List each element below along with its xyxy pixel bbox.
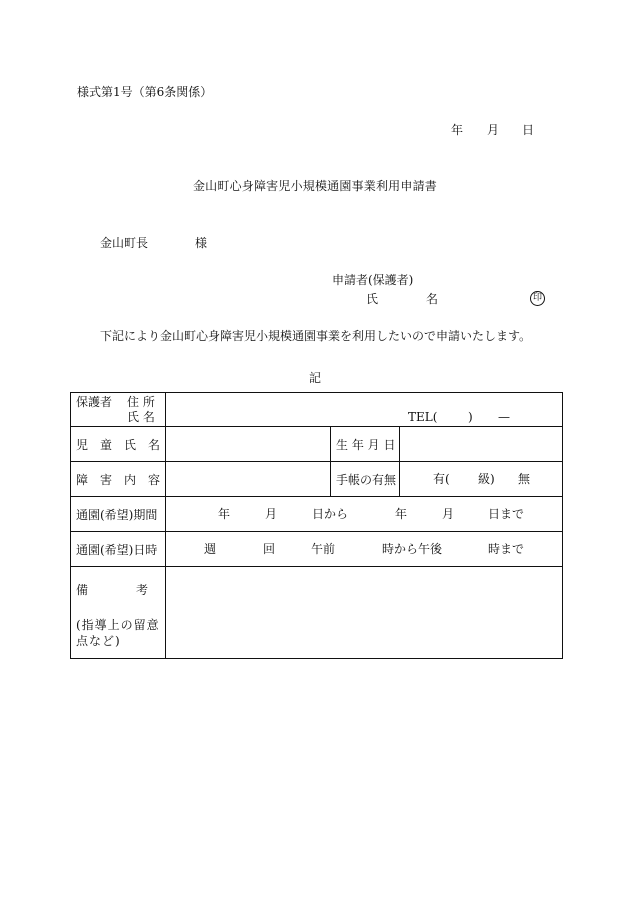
schedule-am: 午前 [311,542,336,556]
period-day-from: 日から [312,507,349,521]
period-field[interactable] [166,497,563,532]
schedule-week: 週 [204,542,217,556]
period-row [71,497,563,532]
disability-row [71,462,563,497]
date-month-label: 月 [487,123,500,137]
date-day-label: 日 [522,123,535,137]
remarks-row [71,567,563,659]
period-day-to: 日まで [488,507,525,521]
remarks-label: 備 考 [76,583,149,597]
guardian-label-cell [71,393,166,427]
remarks-field[interactable] [166,567,563,659]
disability-field[interactable] [166,462,331,497]
schedule-until: 時まで [488,542,525,556]
schedule-times: 回 [263,542,276,556]
tel-dash: — [498,410,510,424]
period-year-2: 年 [395,507,408,521]
addressee-name: 金山町長 [100,236,149,250]
period-label: 通園(希望)期間 [71,497,166,532]
intro-text: 下記により金山町心身障害児小規模通園事業を利用したいので申請いたします。 [100,329,532,343]
seal-mark: 印 [530,291,545,306]
handbook-field[interactable] [400,462,563,497]
date-year-label: 年 [451,123,464,137]
child-name-label: 児 童 氏 名 [71,427,166,462]
address-label: 住 所 [127,395,155,409]
child-name-field[interactable] [166,427,331,462]
guardian-row [71,393,563,427]
disability-label: 障 害 内 容 [71,462,166,497]
period-month-2: 月 [442,507,455,521]
ki-heading: 記 [308,371,321,385]
schedule-from-pm: 時から午後 [382,542,443,556]
applicant-label: 申請者(保護者) [332,273,414,287]
remarks-note: (指導上の留意点など) [76,618,160,648]
guardian-label: 保護者 [76,395,113,409]
birth-date-label: 生 年 月 日 [331,427,400,462]
document-title: 金山町心身障害児小規模通園事業利用申請書 [192,179,437,193]
child-row [71,427,563,462]
applicant-name-label: 氏 名 [366,292,457,306]
guardian-value-cell[interactable] [166,393,563,427]
tel-close: ) [468,410,473,424]
handbook-grade: 級) [478,472,495,486]
remarks-label-cell [71,567,166,659]
schedule-field[interactable] [166,532,563,567]
period-month-1: 月 [265,507,278,521]
guardian-name-label: 氏 名 [127,410,155,424]
handbook-no: 無 [518,472,531,486]
handbook-yes: 有( [433,472,450,486]
birth-date-field[interactable] [400,427,563,462]
form-number: 様式第1号（第6条関係） [77,85,213,99]
application-table [70,392,563,659]
schedule-label: 通園(希望)日時 [71,532,166,567]
tel-label: TEL( [408,410,438,424]
schedule-row [71,532,563,567]
addressee-honorific: 様 [195,236,208,250]
handbook-label: 手帳の有無 [331,462,400,497]
period-year-1: 年 [218,507,231,521]
